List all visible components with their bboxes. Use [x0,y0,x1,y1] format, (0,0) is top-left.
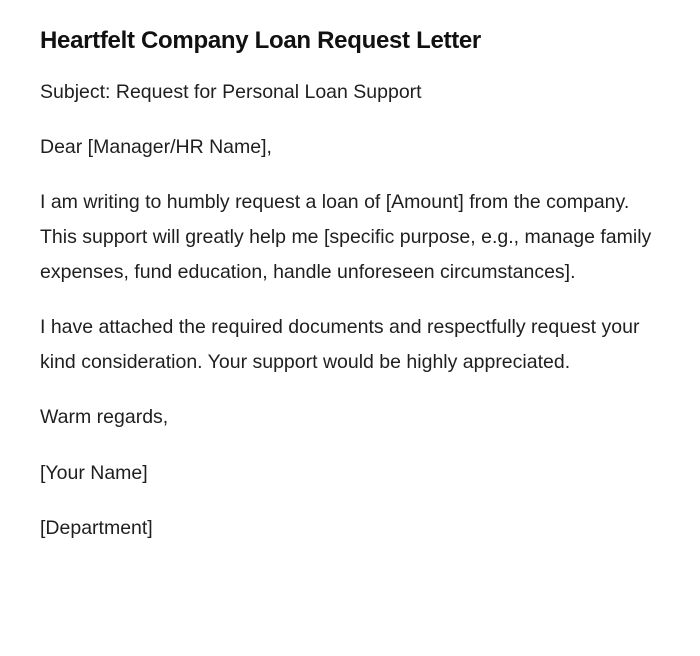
closing: Warm regards, [40,406,169,428]
body-paragraph-1: I am writing to humbly request a loan of [Amount] from the company. This support will greatly help me [specific purpose, e.g., manage family expenses, fund education, handle unforeseen circumstances]. [40,191,652,283]
greeting: Dear [Manager/HR Name], [40,136,272,158]
letter-title: Heartfelt Company Loan Request Letter [40,27,481,54]
signature-name: [Your Name] [40,462,148,484]
signature-department: [Department] [40,517,153,539]
subject-line: Subject: Request for Personal Loan Support [40,81,422,103]
body-paragraph-2: I have attached the required documents and respectfully request your kind consideration. Your support would be highly appreciated. [40,316,640,373]
